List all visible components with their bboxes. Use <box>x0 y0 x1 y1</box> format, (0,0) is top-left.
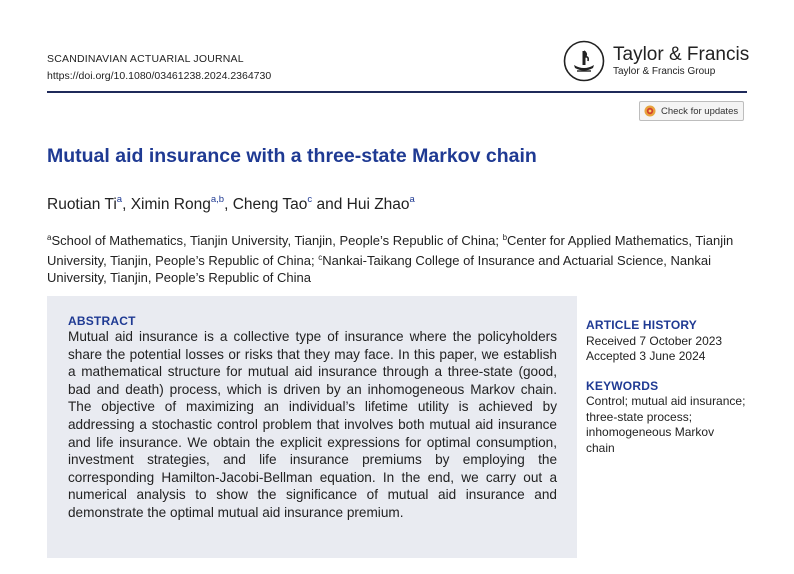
author-affil-sup[interactable]: a <box>116 194 123 205</box>
publisher-group: Taylor & Francis Group <box>613 66 716 77</box>
author-joiner: and <box>312 196 347 213</box>
abstract-text: Mutual aid insurance is a collective type of insurance where the policyholders share the potential losses or risks that they may face. In this paper, we establish a mathematical structure for mutual aid insurance through a three-state (good, bad and death) process, which is driven by an inhomogeneous Markov chain. The objective of maximizing an individual’s lifetime utility is achieved by addressing a stochastic control problem that involves both mutual aid insurance and life insurance. We obtain the explicit expressions for optimal consumption, investment strategies, and life insurance premiums by employing the corresponding Hamilton-Jacobi-Bellman equation. In the end, we carry out a numerical analysis to show the significance of mutual aid insurance and demonstrate the optimal mutual aid insurance premium. <box>68 329 557 520</box>
received-date: Received 7 October 2023 <box>586 333 723 348</box>
publisher-name: Taylor & Francis <box>613 44 750 65</box>
affiliation-text: Nankai-Taikang College of Insurance and Actuarial Science, Nankai University, Tianjin, People’s Republic of China <box>47 253 711 285</box>
header-rule <box>47 91 747 93</box>
author-affil-sup[interactable]: c <box>307 194 313 205</box>
check-updates-label: Check for updates <box>661 105 739 117</box>
check-updates-icon <box>644 105 656 117</box>
article-sidebar <box>586 318 746 456</box>
author-name[interactable]: Ruotian Ti <box>47 196 117 213</box>
author-separator: , <box>224 196 233 213</box>
article-title: Mutual aid insurance with a three-state Markov chain <box>47 145 537 167</box>
abstract-box <box>47 296 577 558</box>
publisher-logo-icon <box>563 40 605 82</box>
affil-sup: b <box>502 233 508 242</box>
abstract-heading: ABSTRACT <box>68 314 136 328</box>
publisher-brand[interactable] <box>563 40 749 82</box>
author-name[interactable]: Ximin Rong <box>130 196 211 213</box>
author-affil-sup[interactable]: a <box>409 194 415 205</box>
journal-name: SCANDINAVIAN ACTUARIAL JOURNAL <box>47 53 244 65</box>
keywords-heading: KEYWORDS <box>586 378 659 393</box>
doi-link[interactable]: https://doi.org/10.1080/03461238.2024.2364730 <box>47 70 272 82</box>
article-history-heading: ARTICLE HISTORY <box>586 318 698 332</box>
affiliation-text: School of Mathematics, Tianjin University, Tianjin, People’s Republic of China; <box>51 233 503 248</box>
affil-sup: a <box>47 233 52 242</box>
affiliation-text: Center for Applied Mathematics, Tianjin University, Tianjin, People’s Republic of China; <box>47 233 734 268</box>
author-affil-sup[interactable]: a,b <box>210 194 225 205</box>
author-name[interactable]: Hui Zhao <box>346 196 410 213</box>
author-list <box>47 194 415 214</box>
affil-sup: c <box>318 253 323 262</box>
accepted-date: Accepted 3 June 2024 <box>586 349 706 363</box>
author-separator: , <box>122 196 131 213</box>
keywords-list: Control; mutual aid insurance; three-state process; inhomogeneous Markov chain <box>586 394 746 455</box>
affiliations <box>47 229 747 286</box>
author-name[interactable]: Cheng Tao <box>232 196 308 213</box>
check-for-updates-button[interactable] <box>639 101 744 121</box>
